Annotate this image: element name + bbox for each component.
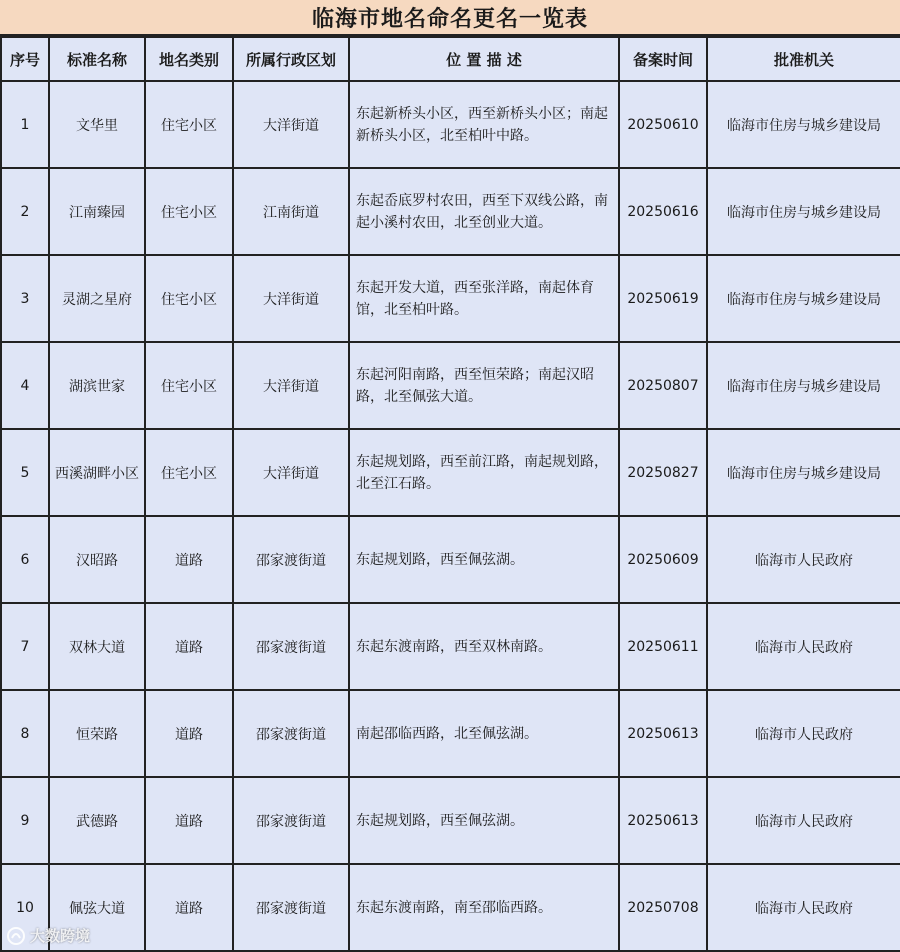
column-header-district: 所属行政区划 <box>233 37 349 81</box>
cell-date: 20250619 <box>619 255 707 342</box>
table-row <box>1 864 900 951</box>
cell-authority: 临海市住房与城乡建设局 <box>707 81 900 168</box>
cell-authority: 临海市人民政府 <box>707 516 900 603</box>
cell-name: 江南臻园 <box>49 168 145 255</box>
cell-district: 江南街道 <box>233 168 349 255</box>
cell-name: 文华里 <box>49 81 145 168</box>
table-row <box>1 255 900 342</box>
cell-no: 8 <box>1 690 49 777</box>
cell-no: 9 <box>1 777 49 864</box>
cell-name: 汉昭路 <box>49 516 145 603</box>
table-title-bar <box>0 0 900 36</box>
cell-district: 邵家渡街道 <box>233 777 349 864</box>
cell-district: 邵家渡街道 <box>233 690 349 777</box>
cell-no: 6 <box>1 516 49 603</box>
watermark-text: 大数跨境 <box>30 927 91 945</box>
table-row <box>1 168 900 255</box>
cell-no: 2 <box>1 168 49 255</box>
cell-authority: 临海市住房与城乡建设局 <box>707 168 900 255</box>
page-title: 临海市地名命名更名一览表 <box>311 6 588 32</box>
cell-description: 东起河阳南路，西至恒荣路；南起汉昭路，北至佩弦大道。 <box>349 342 619 429</box>
cell-name: 灵湖之星府 <box>49 255 145 342</box>
cell-date: 20250708 <box>619 864 707 951</box>
cell-description: 东起规划路，西至佩弦湖。 <box>349 777 619 864</box>
cell-district: 大洋街道 <box>233 342 349 429</box>
cell-date: 20250613 <box>619 777 707 864</box>
cell-description: 东起规划路，西至佩弦湖。 <box>349 516 619 603</box>
cell-authority: 临海市住房与城乡建设局 <box>707 255 900 342</box>
cell-category: 道路 <box>145 516 233 603</box>
cell-authority: 临海市人民政府 <box>707 690 900 777</box>
table-row <box>1 81 900 168</box>
cell-description: 东起开发大道，西至张洋路，南起体育馆，北至柏叶路。 <box>349 255 619 342</box>
cell-category: 住宅小区 <box>145 255 233 342</box>
cell-district: 邵家渡街道 <box>233 864 349 951</box>
column-header-category: 地名类别 <box>145 37 233 81</box>
cell-date: 20250609 <box>619 516 707 603</box>
cell-date: 20250610 <box>619 81 707 168</box>
table-row <box>1 603 900 690</box>
cell-name: 西溪湖畔小区 <box>49 429 145 516</box>
cell-no: 3 <box>1 255 49 342</box>
cell-no: 4 <box>1 342 49 429</box>
cell-category: 道路 <box>145 777 233 864</box>
cell-description: 东起规划路，西至前江路，南起规划路，北至江石路。 <box>349 429 619 516</box>
cell-date: 20250827 <box>619 429 707 516</box>
table-row <box>1 690 900 777</box>
cell-name: 武德路 <box>49 777 145 864</box>
cell-date: 20250611 <box>619 603 707 690</box>
cell-authority: 临海市人民政府 <box>707 864 900 951</box>
cell-category: 道路 <box>145 864 233 951</box>
cell-district: 大洋街道 <box>233 255 349 342</box>
header-row <box>1 37 900 81</box>
cell-description: 东起东渡南路，西至双林南路。 <box>349 603 619 690</box>
cell-district: 邵家渡街道 <box>233 603 349 690</box>
cell-name: 佩弦大道 <box>49 864 145 951</box>
cell-description: 东起东渡南路，南至邵临西路。 <box>349 864 619 951</box>
cell-name: 恒荣路 <box>49 690 145 777</box>
table-row <box>1 777 900 864</box>
cell-district: 大洋街道 <box>233 429 349 516</box>
cell-name: 湖滨世家 <box>49 342 145 429</box>
column-header-date: 备案时间 <box>619 37 707 81</box>
cell-category: 住宅小区 <box>145 342 233 429</box>
cell-category: 住宅小区 <box>145 81 233 168</box>
cell-no: 7 <box>1 603 49 690</box>
cell-no: 5 <box>1 429 49 516</box>
cell-category: 住宅小区 <box>145 168 233 255</box>
table-row <box>1 342 900 429</box>
place-names-table <box>0 36 900 952</box>
cell-no: 10 <box>1 864 49 951</box>
cell-district: 大洋街道 <box>233 81 349 168</box>
cell-authority: 临海市人民政府 <box>707 777 900 864</box>
cell-date: 20250807 <box>619 342 707 429</box>
table-row <box>1 429 900 516</box>
cell-category: 道路 <box>145 603 233 690</box>
cell-authority: 临海市住房与城乡建设局 <box>707 342 900 429</box>
column-header-description: 位 置 描 述 <box>349 37 619 81</box>
cell-description: 东起岙底罗村农田，西至下双线公路，南起小溪村农田，北至创业大道。 <box>349 168 619 255</box>
cell-no: 1 <box>1 81 49 168</box>
cell-category: 住宅小区 <box>145 429 233 516</box>
column-header-authority: 批准机关 <box>707 37 900 81</box>
column-header-name: 标准名称 <box>49 37 145 81</box>
cell-description: 南起邵临西路，北至佩弦湖。 <box>349 690 619 777</box>
cell-description: 东起新桥头小区，西至新桥头小区；南起新桥头小区，北至柏叶中路。 <box>349 81 619 168</box>
cell-date: 20250616 <box>619 168 707 255</box>
cell-authority: 临海市住房与城乡建设局 <box>707 429 900 516</box>
cell-category: 道路 <box>145 690 233 777</box>
cell-date: 20250613 <box>619 690 707 777</box>
cell-authority: 临海市人民政府 <box>707 603 900 690</box>
cell-name: 双林大道 <box>49 603 145 690</box>
cell-district: 邵家渡街道 <box>233 516 349 603</box>
column-header-no: 序号 <box>1 37 49 81</box>
table-row <box>1 516 900 603</box>
